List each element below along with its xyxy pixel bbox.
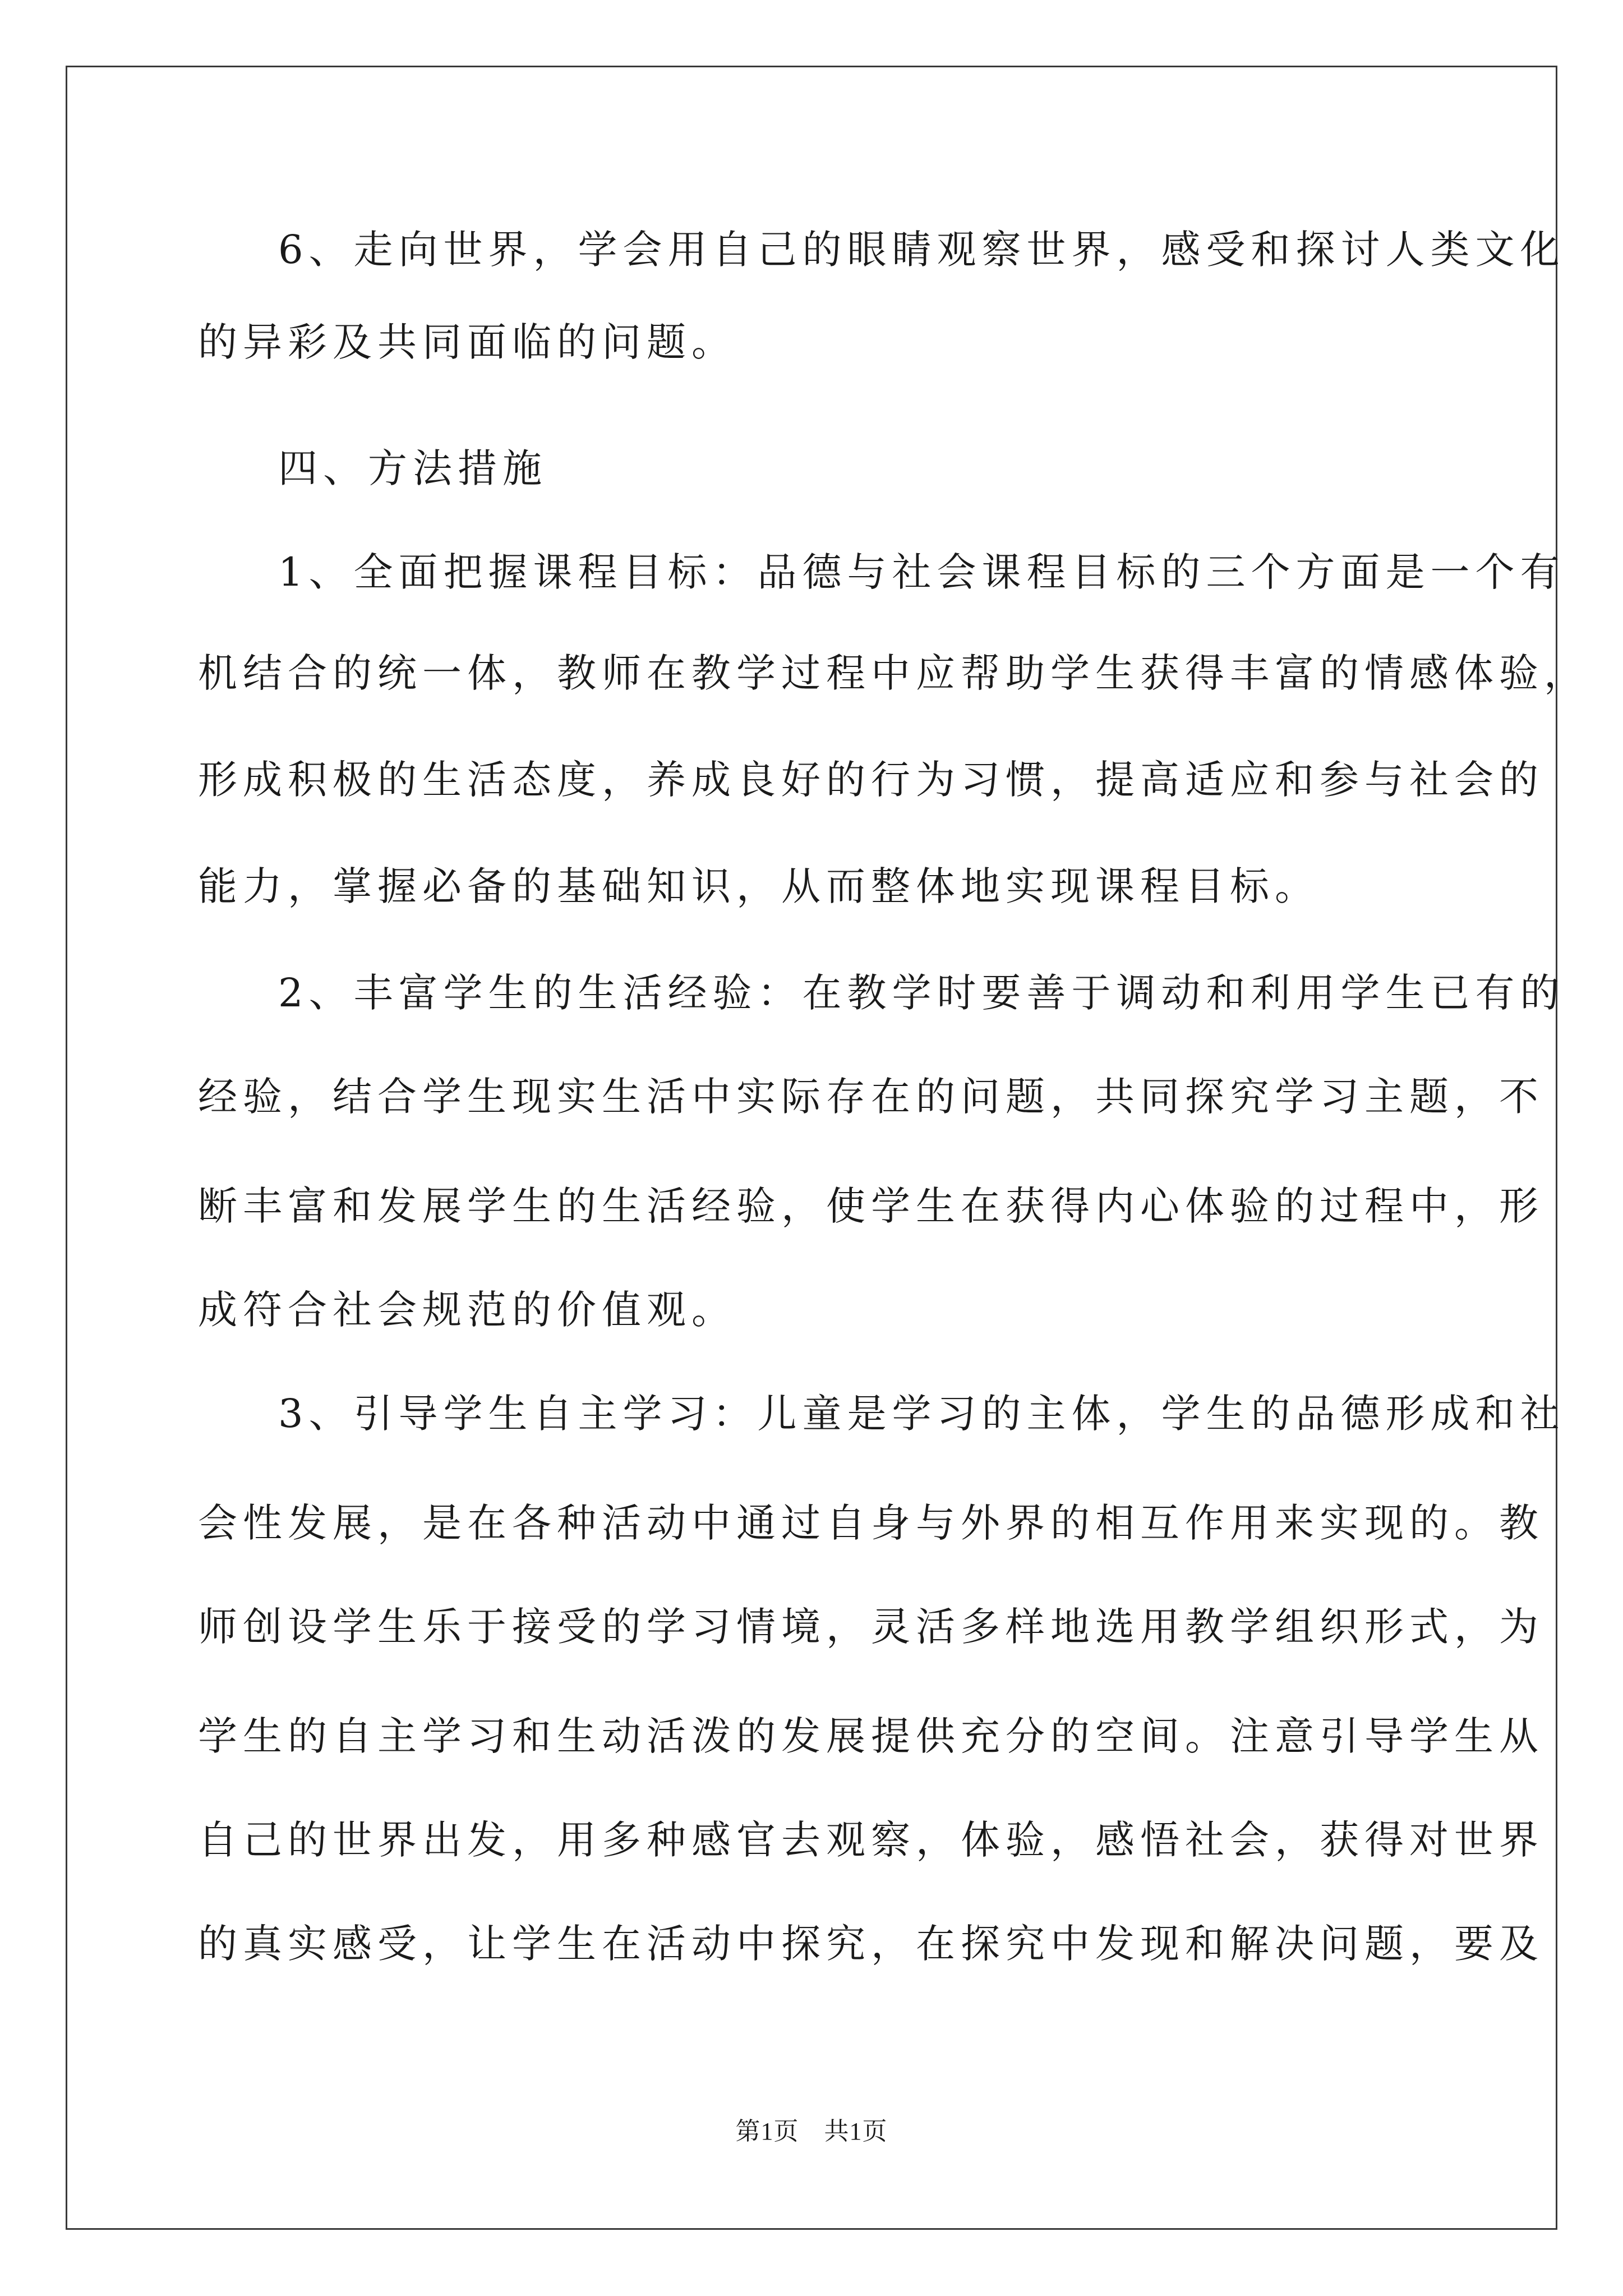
paragraph-3-line-3: 师创设学生乐于接受的学习情境，灵活多样地选用教学组织形式，为 <box>198 1604 1544 1650</box>
page-frame <box>66 66 1557 2230</box>
paragraph-2-line-1: 2、丰富学生的生活经验：在教学时要善于调动和利用学生已有的 <box>278 970 1565 1016</box>
paragraph-3-line-6: 的真实感受，让学生在活动中探究，在探究中发现和解决问题，要及 <box>198 1921 1544 1967</box>
paragraph-1-line-1: 1、全面把握课程目标：品德与社会课程目标的三个方面是一个有 <box>278 549 1565 595</box>
paragraph-6-line-2: 的异彩及共同面临的问题。 <box>198 319 736 365</box>
paragraph-1-line-3: 形成积极的生活态度，养成良好的行为习惯，提高适应和参与社会的 <box>198 757 1544 803</box>
paragraph-1-line-2: 机结合的统一体，教师在教学过程中应帮助学生获得丰富的情感体验， <box>198 650 1589 696</box>
paragraph-2-line-2: 经验，结合学生现实生活中实际存在的问题，共同探究学习主题，不 <box>198 1074 1544 1120</box>
paragraph-3-line-1: 3、引导学生自主学习：儿童是学习的主体，学生的品德形成和社 <box>278 1391 1565 1437</box>
paragraph-3-line-5: 自己的世界出发，用多种感官去观察，体验，感悟社会，获得对世界 <box>198 1817 1544 1863</box>
paragraph-2-line-3: 断丰富和发展学生的生活经验，使学生在获得内心体验的过程中，形 <box>198 1183 1544 1229</box>
page-footer: 第1页 共1页 <box>735 2118 888 2145</box>
section-heading-methods: 四、方法措施 <box>278 445 547 491</box>
paragraph-6-line-1: 6、走向世界，学会用自己的眼睛观察世界，感受和探讨人类文化 <box>278 227 1565 273</box>
paragraph-1-line-4: 能力，掌握必备的基础知识，从而整体地实现课程目标。 <box>198 863 1320 909</box>
paragraph-3-line-2: 会性发展，是在各种活动中通过自身与外界的相互作用来实现的。教 <box>198 1500 1544 1546</box>
paragraph-3-line-4: 学生的自主学习和生动活泼的发展提供充分的空间。注意引导学生从 <box>198 1713 1544 1759</box>
paragraph-2-line-4: 成符合社会规范的价值观。 <box>198 1287 736 1333</box>
